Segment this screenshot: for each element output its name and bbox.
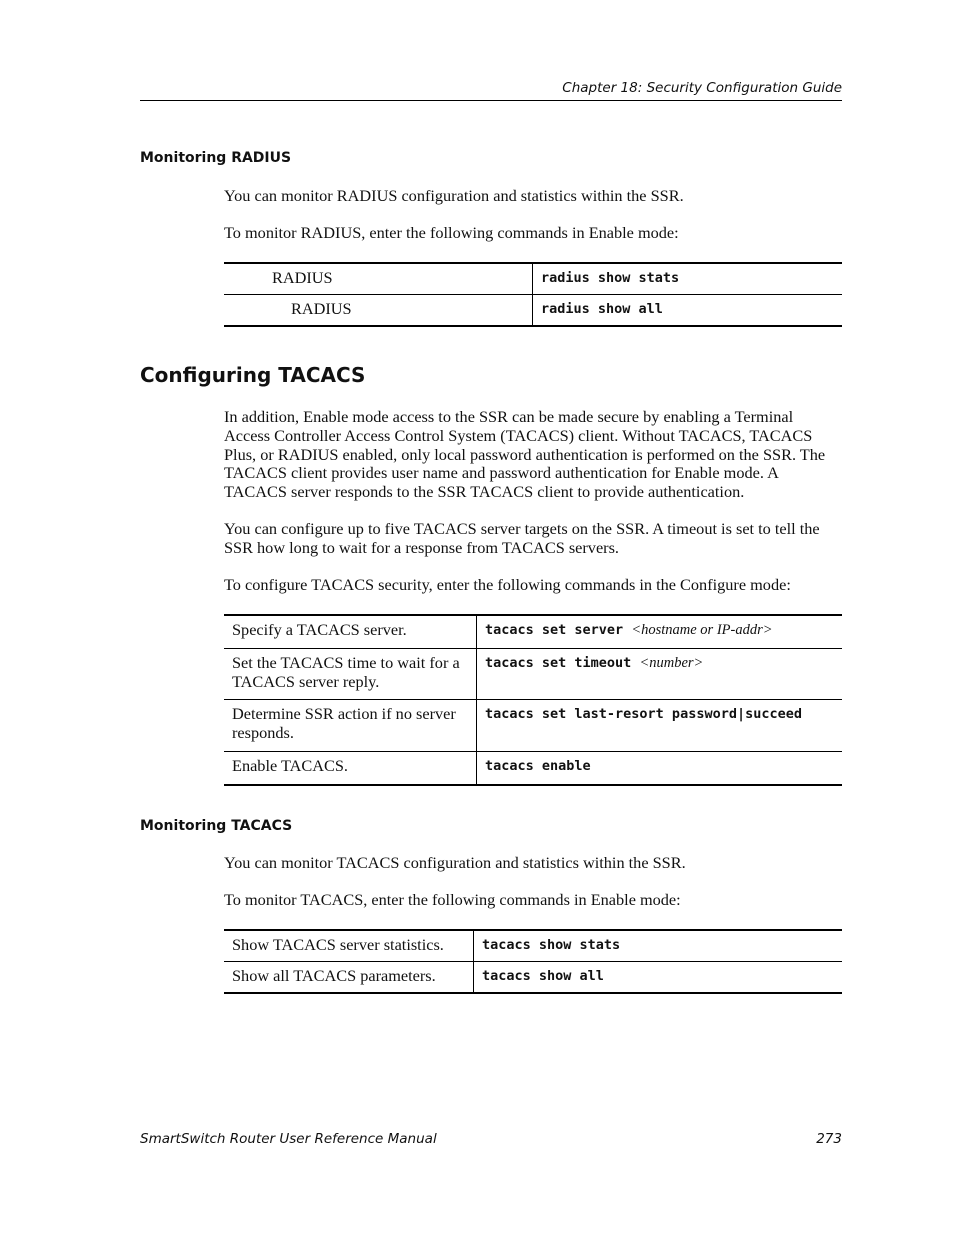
command-syntax: tacacs enable — [485, 757, 591, 774]
tacacs-paragraph-2: You can configure up to five TACACS server targets on the SSR. A timeout is set to tell the SSR how long to wait for a response from TACACS servers. — [224, 519, 820, 557]
table-row — [224, 962, 842, 994]
command-description: Specify a TACACS server. — [224, 615, 477, 648]
command-description: RADIUS — [224, 295, 533, 327]
footer-page-number: 273 — [816, 1131, 842, 1147]
monitor-tacacs-paragraph-2: To monitor TACACS, enter the following commands in Enable mode: — [224, 890, 681, 909]
table-row — [224, 295, 842, 327]
command-description: RADIUS — [224, 263, 533, 295]
chapter-title: Chapter 18: Security Configuration Guide — [562, 80, 842, 96]
command-syntax: tacacs set timeout — [485, 654, 632, 671]
command-description: Show TACACS server statistics. — [224, 930, 474, 962]
table-row — [224, 751, 842, 784]
command-argument: <hostname or IP-addr> — [631, 622, 773, 638]
footer-manual-title: SmartSwitch Router User Reference Manual — [140, 1131, 437, 1147]
radius-paragraph-1: You can monitor RADIUS configuration and statistics within the SSR. — [224, 186, 684, 205]
table-row — [224, 930, 842, 962]
configuring-tacacs-heading: Configuring TACACS — [140, 363, 366, 387]
command-cell — [477, 648, 843, 700]
command-syntax: radius show stats — [533, 263, 843, 295]
table-row — [224, 700, 842, 752]
command-description: Determine SSR action if no server responds. — [224, 700, 477, 752]
table-row — [224, 615, 842, 648]
command-argument: <number> — [639, 654, 704, 671]
command-syntax: radius show all — [541, 301, 663, 317]
tacacs-paragraph-3: To configure TACACS security, enter the following commands in the Configure mode: — [224, 575, 791, 594]
monitor-tacacs-paragraph-1: You can monitor TACACS configuration and statistics within the SSR. — [224, 853, 686, 872]
command-description: Show all TACACS parameters. — [224, 962, 474, 994]
tacacs-configure-table — [224, 614, 842, 786]
monitoring-tacacs-heading: Monitoring TACACS — [140, 818, 293, 834]
tacacs-monitor-table — [224, 929, 842, 994]
table-row — [224, 263, 842, 295]
running-header — [140, 78, 842, 101]
radius-paragraph-2: To monitor RADIUS, enter the following commands in Enable mode: — [224, 223, 679, 242]
table-row — [224, 648, 842, 700]
command-syntax: tacacs set server — [485, 622, 624, 638]
command-description: Set the TACACS time to wait for a TACACS server reply. — [224, 648, 477, 700]
command-syntax: tacacs set last-resort password|succeed — [477, 700, 843, 752]
command-cell — [477, 615, 843, 648]
command-syntax: tacacs show stats — [474, 930, 843, 962]
tacacs-paragraph-1: In addition, Enable mode access to the SSR can be made secure by enabling a Terminal Access Controller Access Control System (TACACS) client. Without TACACS, TACACS Plus, or RADIUS enabled, only local password authentication is performed on the SSR. The TACACS client provides user name and password authentication for Enable mode. A TACACS server responds to the SSR TACACS client to provide authentication. — [224, 407, 826, 502]
radius-command-table — [224, 262, 842, 327]
command-description: Enable TACACS. — [224, 751, 477, 784]
command-syntax: tacacs show all — [482, 968, 604, 984]
monitoring-radius-heading: Monitoring RADIUS — [140, 150, 292, 166]
